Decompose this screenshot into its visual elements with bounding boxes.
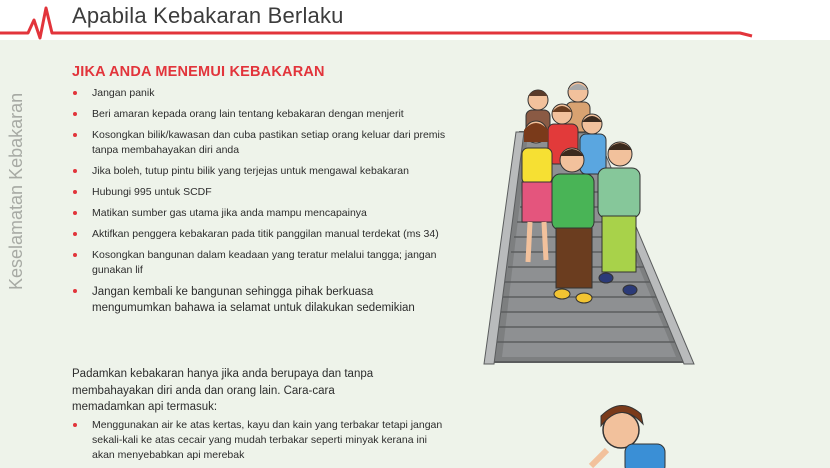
section-side-label: Keselamatan Kebakaran: [6, 92, 26, 290]
person-illustration: [585, 400, 675, 468]
bullet-icon: [73, 112, 77, 116]
bullet-icon: [73, 190, 77, 194]
bullet-icon: [73, 169, 77, 173]
section-heading: JIKA ANDA MENEMUI KEBAKARAN: [72, 64, 325, 80]
bullet-icon: [73, 253, 77, 257]
method-list: [70, 418, 450, 463]
list-item-text: Jangan kembali ke bangunan sehingga pihak berkuasa mengumumkan bahawa ia selamat untuk dilakukan sedemikian: [92, 286, 415, 314]
list-item: [70, 86, 450, 101]
body-paragraph: Padamkan kebakaran hanya jika anda berupaya dan tanpa membahayakan diri anda dan orang lain. Cara-cara memadamkan api termasuk:: [72, 368, 374, 413]
instruction-list: [70, 86, 450, 316]
page-header: [0, 0, 830, 40]
list-item-text: Beri amaran kepada orang lain tentang kebakaran dengan menjerit: [92, 108, 404, 120]
bullet-icon: [73, 211, 77, 215]
list-item: [70, 418, 450, 463]
list-item: [70, 206, 450, 221]
list-item: [70, 227, 450, 242]
list-item: [70, 248, 450, 278]
bullet-icon: [73, 232, 77, 236]
bullet-icon: [73, 91, 77, 95]
list-item-text: Aktifkan penggera kebakaran pada titik panggilan manual terdekat (ms 34): [92, 228, 439, 240]
list-item-text: Jangan panik: [92, 87, 155, 99]
list-item-text: Menggunakan air ke atas kertas, kayu dan kain yang terbakar tetapi jangan sekali-kali ke atas cecair yang mudah terbakar seperti minyak kerana ini akan menyebabkan api merebak: [92, 419, 443, 461]
list-item-text: Jika boleh, tutup pintu bilik yang terjejas untuk mengawal kebakaran: [92, 165, 409, 177]
bullet-icon: [73, 133, 77, 137]
people-evacuating-stairs-illustration: [480, 72, 700, 372]
bullet-icon: [73, 423, 77, 427]
list-item: [70, 185, 450, 200]
list-item-text: Hubungi 995 untuk SCDF: [92, 186, 212, 198]
list-item: [70, 107, 450, 122]
list-item: [70, 164, 450, 179]
bullet-icon: [73, 289, 77, 293]
list-item-text: Kosongkan bangunan dalam keadaan yang teratur melalui tangga; jangan gunakan lif: [92, 249, 437, 276]
list-item: [70, 284, 450, 316]
page-title: Apabila Kebakaran Berlaku: [72, 3, 344, 28]
list-item-text: Kosongkan bilik/kawasan dan cuba pastikan setiap orang keluar dari premis tanpa membahayakan diri anda: [92, 129, 446, 156]
list-item: [70, 128, 450, 158]
list-item-text: Matikan sumber gas utama jika anda mampu mencapainya: [92, 207, 367, 219]
